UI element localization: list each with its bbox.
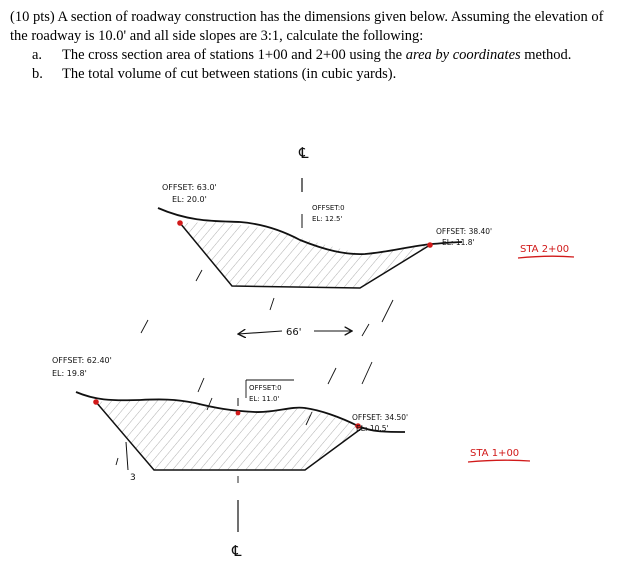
station-underline-lower	[468, 460, 530, 462]
point-center-lower	[236, 411, 241, 416]
label-el-left-upper: EL: 20.0'	[172, 195, 207, 204]
point-left-upper	[177, 220, 183, 226]
label-road-width: 66'	[286, 327, 302, 338]
road-width-dimension	[238, 327, 352, 338]
item-a-text-end: method.	[520, 47, 572, 63]
station-label-sta-2-00: STA 2+00	[520, 244, 570, 255]
cut-area-hatch-upper	[180, 222, 430, 288]
label-offset-right-lower: OFFSET: 34.50'	[352, 413, 409, 422]
point-left-lower	[93, 399, 99, 405]
section-sta-1-00	[52, 356, 530, 560]
label-offset-center-lower: OFFSET:0	[249, 384, 282, 392]
centerline-symbol-upper: ℄	[299, 144, 309, 162]
slope-indicator-line	[126, 442, 128, 470]
point-right-upper	[427, 242, 433, 248]
label-offset-right-upper: OFFSET: 38.40'	[436, 227, 493, 236]
label-offset-center-upper: OFFSET:0	[312, 204, 345, 212]
item-a-text: The cross section area of stations 1+00 and 2+00 using the	[62, 47, 406, 63]
item-a-emphasis: area by coordinates	[405, 47, 521, 63]
station-underline-upper	[518, 256, 574, 258]
label-el-right-upper: EL: 11.8'	[442, 238, 475, 247]
item-marker-a: a.	[32, 47, 43, 63]
item-marker-b: b.	[32, 66, 43, 82]
item-b-text: The total volume of cut between stations (in cubic yards).	[62, 66, 397, 82]
label-offset-left-upper: OFFSET: 63.0'	[162, 183, 217, 192]
dimension-arrow-left	[238, 331, 282, 334]
section-sta-2-00	[158, 144, 574, 288]
centerline-symbol-lower: ℄	[232, 542, 242, 560]
label-offset-left-lower: OFFSET: 62.40'	[52, 356, 112, 365]
label-el-left-lower: EL: 19.8'	[52, 369, 87, 378]
label-el-center-upper: EL: 12.5'	[312, 215, 343, 223]
label-slope-ratio: 3	[130, 473, 136, 483]
label-el-right-lower: EL: 10.5'	[356, 424, 389, 433]
label-el-center-lower: EL: 11.0'	[249, 395, 280, 403]
station-label-sta-1-00: STA 1+00	[470, 448, 520, 459]
problem-intro: (10 pts) A section of roadway construction has the dimensions given below. Assuming the elevation of the roadway is 10.0' and all side slopes are 3:1, calculate the following:	[10, 9, 604, 44]
